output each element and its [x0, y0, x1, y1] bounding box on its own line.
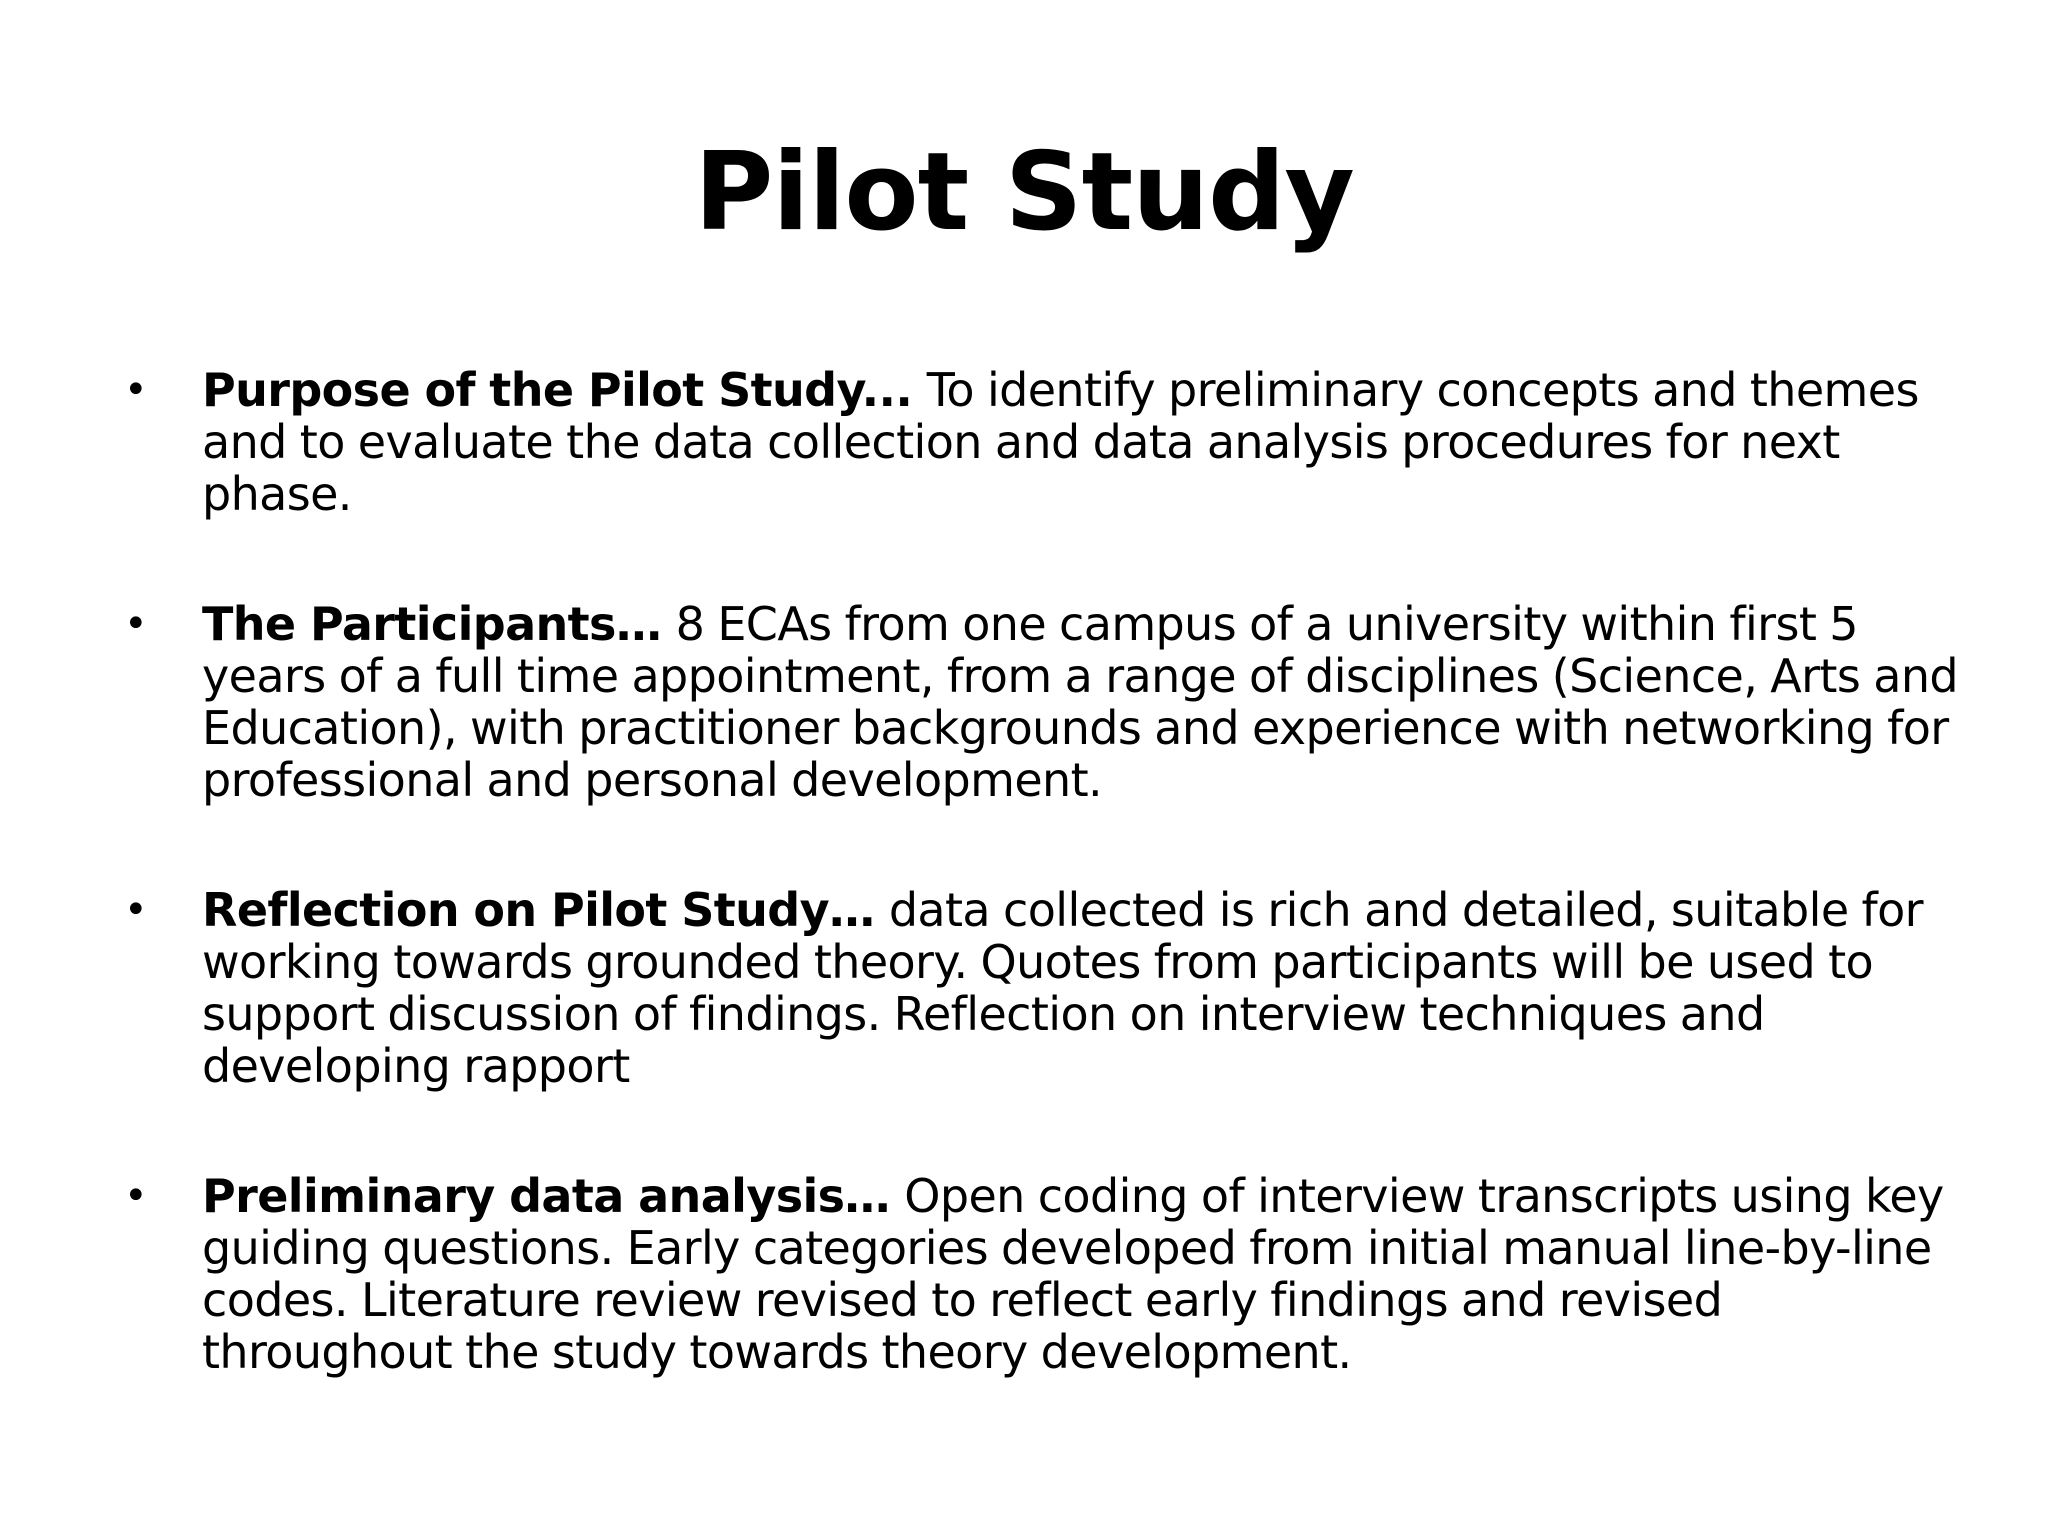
- bullet-text: 8 ECAs from one campus of a university within first 5 years of a full time appointment, from a range of disciplines (Science, Arts and Education), with practitioner backgrounds and experience with networking for professional and personal development.: [202, 597, 1959, 807]
- bullet-item-analysis: [118, 1170, 1958, 1378]
- bullet-icon: •: [124, 601, 147, 647]
- bullet-icon: •: [124, 1173, 147, 1219]
- bullet-text: Open coding of interview transcripts using key guiding questions. Early categories developed from initial manual line-by-line codes. Literature review revised to reflect early findings and revised throughout the study towards theory development.: [202, 1169, 1944, 1379]
- bullet-lead: Reflection on Pilot Study…: [202, 883, 889, 937]
- bullet-icon: •: [124, 887, 147, 933]
- bullet-text: data collected is rich and detailed, suitable for working towards grounded theory. Quotes from participants will be used to support discussion of findings. Reflection on interview techniques and developing rapport: [202, 883, 1923, 1093]
- bullet-item-participants: [118, 598, 1958, 806]
- bullet-lead: Purpose of the Pilot Study...: [202, 363, 927, 417]
- bullet-icon: •: [124, 367, 147, 413]
- bullet-item-purpose: [118, 364, 1958, 520]
- bullet-list: [118, 364, 1958, 1456]
- bullet-text: To identify preliminary concepts and themes and to evaluate the data collection and data analysis procedures for next phase.: [202, 363, 1919, 521]
- slide-title: Pilot Study: [694, 130, 1354, 255]
- bullet-item-reflection: [118, 884, 1958, 1092]
- bullet-lead: The Participants…: [202, 597, 676, 651]
- bullet-lead: Preliminary data analysis…: [202, 1169, 905, 1223]
